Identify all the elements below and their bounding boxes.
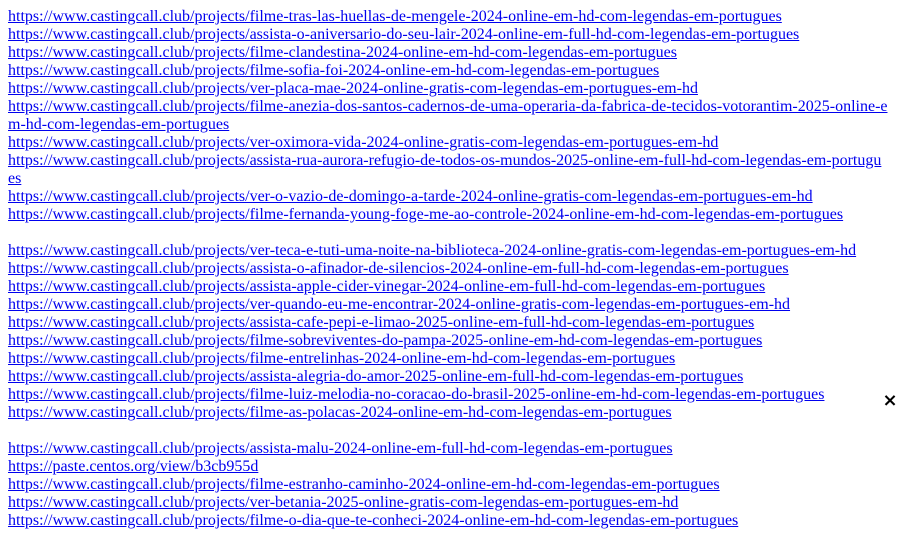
- link[interactable]: https://www.castingcall.club/projects/filme-estranho-caminho-2024-online-em-hd-com-legendas-em-portugues: [8, 476, 720, 493]
- link-row: [8, 242, 888, 260]
- link[interactable]: https://www.castingcall.club/projects/filme-as-polacas-2024-online-em-hd-com-legendas-em-portugues: [8, 404, 672, 421]
- link-row: [8, 368, 888, 386]
- link-row: [8, 332, 888, 350]
- link-row: [8, 440, 888, 458]
- link-row: [8, 494, 888, 512]
- link[interactable]: https://www.castingcall.club/projects/filme-clandestina-2024-online-em-hd-com-legendas-em-portugues: [8, 44, 677, 61]
- link[interactable]: https://www.castingcall.club/projects/ver-teca-e-tuti-uma-noite-na-biblioteca-2024-online-gratis-com-legendas-em-portugues-em-hd: [8, 242, 857, 259]
- link[interactable]: https://www.castingcall.club/projects/assista-rua-aurora-refugio-de-todos-os-mundos-2025-online-em-full-hd-com-legendas-em-portugues: [8, 152, 882, 187]
- link-row: [8, 260, 888, 278]
- link-row: [8, 278, 888, 296]
- link[interactable]: https://www.castingcall.club/projects/ver-betania-2025-online-gratis-com-legendas-em-portugues-em-hd: [8, 494, 679, 511]
- link[interactable]: https://www.castingcall.club/projects/assista-alegria-do-amor-2025-online-em-full-hd-com-legendas-em-portugues: [8, 368, 744, 385]
- link-row: [8, 98, 888, 134]
- link[interactable]: https://www.castingcall.club/projects/assista-o-aniversario-do-seu-lair-2024-online-em-full-hd-com-legendas-em-portugues: [8, 26, 800, 43]
- link[interactable]: https://www.castingcall.club/projects/filme-luiz-melodia-no-coracao-do-brasil-2025-online-em-hd-com-legendas-em-portugues: [8, 386, 825, 403]
- link-row: [8, 62, 888, 80]
- link-row: [8, 314, 888, 332]
- link-row: [8, 476, 888, 494]
- link[interactable]: https://www.castingcall.club/projects/filme-sobreviventes-do-pampa-2025-online-em-hd-com-legendas-em-portugues: [8, 332, 763, 349]
- link-row: [8, 206, 888, 224]
- link-row: [8, 188, 888, 206]
- link-row: [8, 458, 888, 476]
- link-row: [8, 512, 888, 530]
- link[interactable]: https://www.castingcall.club/projects/filme-tras-las-huellas-de-mengele-2024-online-em-hd-com-legendas-em-portugues: [8, 8, 782, 25]
- link-row: [8, 350, 888, 368]
- link[interactable]: https://www.castingcall.club/projects/filme-sofia-foi-2024-online-em-hd-com-legendas-em-portugues: [8, 62, 660, 79]
- close-icon[interactable]: ×: [882, 390, 898, 411]
- link[interactable]: https://www.castingcall.club/projects/filme-anezia-dos-santos-cadernos-de-uma-operaria-da-fabrica-de-tecidos-votorantim-2025-online-em-hd-com-legendas-em-portugues: [8, 98, 888, 133]
- link[interactable]: https://www.castingcall.club/projects/ver-quando-eu-me-encontrar-2024-online-gratis-com-legendas-em-portugues-em-hd: [8, 296, 791, 313]
- link[interactable]: https://www.castingcall.club/projects/filme-entrelinhas-2024-online-em-hd-com-legendas-em-portugues: [8, 350, 676, 367]
- link-row: [8, 134, 888, 152]
- link-row: [8, 44, 888, 62]
- link[interactable]: https://www.castingcall.club/projects/assista-malu-2024-online-em-full-hd-com-legendas-em-portugues: [8, 440, 673, 457]
- blank-row: [8, 224, 888, 242]
- link-row: [8, 152, 888, 188]
- link[interactable]: https://www.castingcall.club/projects/assista-cafe-pepi-e-limao-2025-online-em-full-hd-com-legendas-em-portugues: [8, 314, 755, 331]
- link-list: [8, 8, 888, 530]
- link[interactable]: https://www.castingcall.club/projects/ver-oximora-vida-2024-online-gratis-com-legendas-em-portugues-em-hd: [8, 134, 719, 151]
- link-row: [8, 8, 888, 26]
- blank-row: [8, 422, 888, 440]
- link[interactable]: https://www.castingcall.club/projects/assista-apple-cider-vinegar-2024-online-em-full-hd-com-legendas-em-portugues: [8, 278, 766, 295]
- link[interactable]: https://www.castingcall.club/projects/ver-o-vazio-de-domingo-a-tarde-2024-online-gratis-com-legendas-em-portugues-em-hd: [8, 188, 813, 205]
- link-row: [8, 296, 888, 314]
- link-row: [8, 26, 888, 44]
- link[interactable]: https://www.castingcall.club/projects/filme-o-dia-que-te-conheci-2024-online-em-hd-com-legendas-em-portugues: [8, 512, 739, 529]
- link-row: [8, 386, 888, 404]
- link-row: [8, 404, 888, 422]
- link[interactable]: https://www.castingcall.club/projects/filme-fernanda-young-foge-me-ao-controle-2024-online-em-hd-com-legendas-em-portugues: [8, 206, 844, 223]
- link[interactable]: https://paste.centos.org/view/b3cb955d: [8, 458, 259, 475]
- link[interactable]: https://www.castingcall.club/projects/ver-placa-mae-2024-online-gratis-com-legendas-em-portugues-em-hd: [8, 80, 698, 97]
- link-row: [8, 80, 888, 98]
- link[interactable]: https://www.castingcall.club/projects/assista-o-afinador-de-silencios-2024-online-em-full-hd-com-legendas-em-portugues: [8, 260, 789, 277]
